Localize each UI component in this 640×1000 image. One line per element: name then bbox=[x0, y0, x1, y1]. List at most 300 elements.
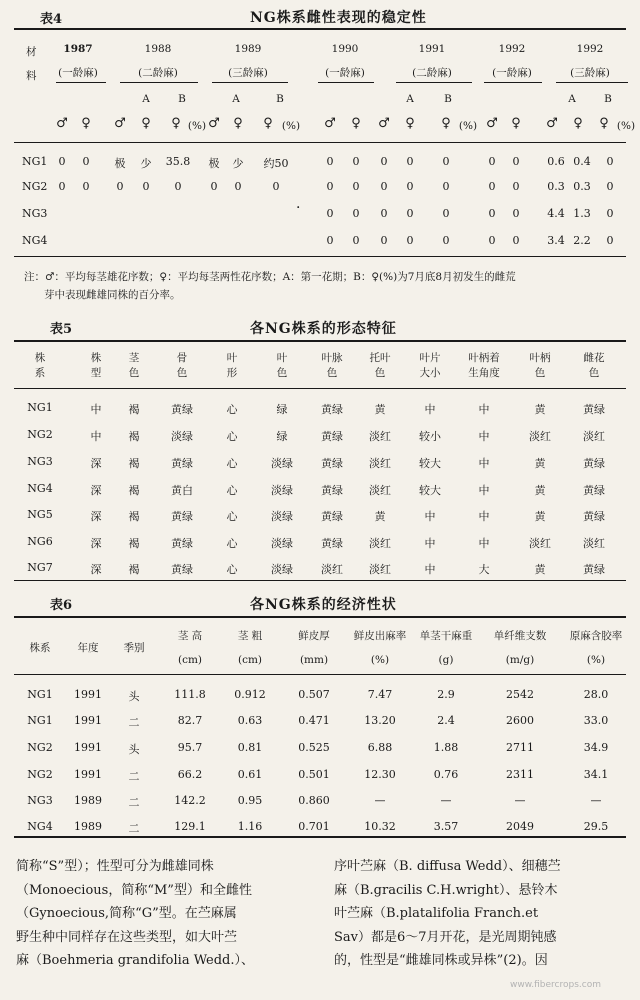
year-1990: 1990 bbox=[331, 43, 359, 55]
year-1988-age: (二龄麻) bbox=[138, 67, 178, 79]
table6-cell: 0.912 bbox=[234, 688, 266, 701]
table5-cell: 深 bbox=[90, 484, 102, 497]
table6-header: 茎 高 bbox=[177, 630, 203, 642]
table6-cell: 1991 bbox=[74, 714, 102, 727]
table6-cell: 2049 bbox=[506, 820, 534, 833]
table5-cell: 褐 bbox=[128, 484, 140, 497]
table5-cell: 淡绿 bbox=[271, 537, 293, 550]
male-symbol-icon: ♂ bbox=[324, 116, 336, 131]
year-1987-age: (一龄麻) bbox=[58, 67, 98, 79]
table5-cell: 心 bbox=[226, 484, 238, 497]
table5-header: 叶 bbox=[226, 352, 238, 364]
table4-cell: 0 bbox=[326, 180, 334, 193]
table4-cell: 少 bbox=[232, 157, 244, 170]
percent-header: (%) bbox=[187, 120, 207, 132]
table5-cell: 较小 bbox=[419, 430, 441, 443]
table5-cell: 淡红 bbox=[529, 537, 551, 550]
table5-cell: 黄绿 bbox=[321, 484, 343, 497]
table6-cell: 0.63 bbox=[237, 714, 263, 727]
table5-cell: 淡绿 bbox=[171, 430, 193, 443]
table5-header: 叶脉 bbox=[321, 352, 343, 364]
table5-cell: 淡绿 bbox=[271, 563, 293, 576]
table5-cell: 较大 bbox=[419, 484, 441, 497]
table4-cell: 0 bbox=[58, 155, 66, 168]
table5-cell: 淡红 bbox=[583, 430, 605, 443]
table6-cell: 二 bbox=[128, 822, 140, 835]
table6-cell: 34.9 bbox=[583, 741, 609, 754]
table4-title: NG株系雌性表现的稳定性 bbox=[250, 10, 427, 26]
table6-header: 鲜皮出麻率 bbox=[353, 630, 407, 642]
table6-cell: 33.0 bbox=[583, 714, 609, 727]
year-1989-age: (三龄麻) bbox=[228, 67, 268, 79]
table5-cell: 黄绿 bbox=[321, 430, 343, 443]
table5-cell: 黄 bbox=[374, 510, 386, 523]
table6-cell: 二 bbox=[128, 796, 140, 809]
table5-cell: 大 bbox=[478, 563, 490, 576]
table4-cell: 0 bbox=[406, 207, 414, 220]
table4-cell: 极 bbox=[208, 157, 220, 170]
year-1991: 1991 bbox=[418, 43, 446, 55]
table4-cell: 0 bbox=[442, 180, 450, 193]
table4-cell: 0 bbox=[606, 180, 614, 193]
female-symbol-icon: ♀ bbox=[141, 116, 151, 131]
table5-cell: 中 bbox=[424, 510, 436, 523]
row-label: NG1 bbox=[27, 688, 53, 701]
mark-a-1991: A bbox=[406, 93, 414, 105]
table5-cell: 黄绿 bbox=[321, 537, 343, 550]
table4-header-rule bbox=[14, 142, 626, 143]
table6-cell: 头 bbox=[128, 743, 140, 756]
watermark: www.fibercrops.com bbox=[510, 980, 601, 990]
table6-cell: 3.57 bbox=[433, 820, 459, 833]
body-left-line: 简称“S”型）；性型可分为雌雄同株 bbox=[16, 859, 214, 874]
table6-cell: — bbox=[374, 794, 386, 807]
table4-cell: 0 bbox=[174, 180, 182, 193]
table4-cell: 0 bbox=[488, 180, 496, 193]
table5-cell: 淡红 bbox=[369, 430, 391, 443]
table4-cell: 0 bbox=[82, 155, 90, 168]
table6-header-unit: (m/g) bbox=[505, 654, 535, 666]
table4-cell: 0 bbox=[406, 180, 414, 193]
table5-cell: 黄 bbox=[534, 563, 546, 576]
year-1988: 1988 bbox=[144, 43, 172, 55]
table4-cell: 少 bbox=[140, 157, 152, 170]
table4-cell: 0 bbox=[272, 180, 280, 193]
row-label: NG2 bbox=[27, 428, 53, 441]
year-1992a: 1992 bbox=[498, 43, 526, 55]
table5-header: 骨 bbox=[176, 352, 188, 364]
table6-cell: 2311 bbox=[506, 768, 534, 781]
table5-cell: 黄 bbox=[374, 403, 386, 416]
table6-header-unit: (%) bbox=[586, 654, 606, 666]
table4-cell: 0 bbox=[352, 155, 360, 168]
table6-header: 单纤维支数 bbox=[493, 630, 547, 642]
table6-cell: 29.5 bbox=[583, 820, 609, 833]
table6-cell: 1991 bbox=[74, 741, 102, 754]
table6-title: 各NG株系的经济性状 bbox=[250, 597, 397, 613]
table5-cell: 中 bbox=[424, 403, 436, 416]
table4-label: 表4 bbox=[40, 12, 63, 27]
year-1992a-age: (一龄麻) bbox=[492, 67, 532, 79]
female-symbol-icon: ♀ bbox=[573, 116, 583, 131]
female-symbol-icon: ♀ bbox=[171, 116, 181, 131]
table6-cell: 6.88 bbox=[367, 741, 393, 754]
table5-header: 型 bbox=[90, 367, 102, 379]
table5-cell: 褐 bbox=[128, 537, 140, 550]
table5-cell: 淡绿 bbox=[271, 484, 293, 497]
table6-cell: 二 bbox=[128, 716, 140, 729]
percent-header: (%) bbox=[458, 120, 478, 132]
table6-header: 单茎干麻重 bbox=[419, 630, 473, 642]
table6-cell: 7.47 bbox=[367, 688, 393, 701]
table4-cell: 0 bbox=[82, 180, 90, 193]
table6-cell: 66.2 bbox=[177, 768, 203, 781]
table5-cell: 黄绿 bbox=[171, 457, 193, 470]
table6-label: 表6 bbox=[50, 598, 73, 613]
body-left-line: 麻（Boehmeria grandifolia Wedd.）、 bbox=[16, 953, 254, 968]
table6-header: 年度 bbox=[77, 642, 99, 654]
table4-cell: 0 bbox=[606, 155, 614, 168]
table5-header: 叶柄着 bbox=[468, 352, 500, 364]
year-1987: 1987 bbox=[63, 43, 93, 55]
table6-cell: 0.507 bbox=[298, 688, 330, 701]
body-right-line: 序叶苎麻（B. diffusa Wedd）、细穗苎 bbox=[334, 859, 561, 874]
table6-header: 株系 bbox=[29, 642, 51, 654]
table6-cell: 0.701 bbox=[298, 820, 330, 833]
table5-header: 叶柄 bbox=[529, 352, 551, 364]
table6-cell: 1.88 bbox=[433, 741, 459, 754]
row-label: NG5 bbox=[27, 508, 53, 521]
table6-cell: 1989 bbox=[74, 820, 102, 833]
table4-stray-dot: · bbox=[296, 200, 301, 216]
table6-header: 季别 bbox=[123, 642, 145, 654]
table5-cell: 中 bbox=[478, 430, 490, 443]
table5-cell: 褐 bbox=[128, 403, 140, 416]
table5-cell: 黄 bbox=[534, 484, 546, 497]
table5-cell: 中 bbox=[478, 457, 490, 470]
row-label: NG1 bbox=[22, 155, 48, 168]
table6-cell: 2600 bbox=[506, 714, 534, 727]
table4-cell: 0 bbox=[352, 180, 360, 193]
table5-cell: 淡红 bbox=[369, 484, 391, 497]
table6-header-unit: (cm) bbox=[177, 654, 203, 666]
table5-cell: 中 bbox=[424, 563, 436, 576]
table5-cell: 淡红 bbox=[529, 430, 551, 443]
table4-cell: 约50 bbox=[263, 157, 289, 170]
table4-cell: 0 bbox=[380, 207, 388, 220]
table5-header: 株 bbox=[90, 352, 102, 364]
table6-cell: 13.20 bbox=[364, 714, 396, 727]
table4-cell: 0 bbox=[210, 180, 218, 193]
table5-header: 色 bbox=[276, 367, 288, 379]
table4-cell: 0 bbox=[326, 207, 334, 220]
table6-header-unit: (%) bbox=[370, 654, 390, 666]
body-left-line: （Gynoecious,简称“G”型。在苎麻属 bbox=[16, 906, 237, 921]
body-right-line: 的，性型是“雌雄同株或异株”(2)。因 bbox=[334, 953, 548, 968]
table6-cell: 0.95 bbox=[237, 794, 263, 807]
table5-cell: 心 bbox=[226, 403, 238, 416]
table5-cell: 黄绿 bbox=[583, 510, 605, 523]
table4-cell: 0 bbox=[326, 234, 334, 247]
table4-cell: 0.6 bbox=[547, 155, 565, 168]
female-symbol-icon: ♀ bbox=[351, 116, 361, 131]
table6-cell: 0.860 bbox=[298, 794, 330, 807]
table4-cell: 0 bbox=[512, 207, 520, 220]
table5-header: 叶片 bbox=[419, 352, 441, 364]
table6-header-unit: (g) bbox=[438, 654, 454, 666]
table5-cell: 黄 bbox=[534, 457, 546, 470]
table5-header: 色 bbox=[326, 367, 338, 379]
mark-b-1988: B bbox=[178, 93, 186, 105]
table4-cell: 0 bbox=[380, 155, 388, 168]
table5-header: 形 bbox=[226, 367, 238, 379]
row-label: NG6 bbox=[27, 535, 53, 548]
table5-header: 色 bbox=[534, 367, 546, 379]
table6-cell: 82.7 bbox=[177, 714, 203, 727]
table5-header-rule bbox=[14, 388, 626, 389]
row-label: NG2 bbox=[27, 741, 53, 754]
table5-cell: 中 bbox=[478, 537, 490, 550]
table5-cell: 淡绿 bbox=[271, 457, 293, 470]
table5-cell: 黄 bbox=[534, 510, 546, 523]
female-symbol-icon: ♀ bbox=[599, 116, 609, 131]
table4-cell: 4.4 bbox=[547, 207, 565, 220]
table4-cell: 0 bbox=[234, 180, 242, 193]
table5-top-rule bbox=[14, 340, 626, 342]
row-label: NG2 bbox=[22, 180, 48, 193]
table4-cell: 1.3 bbox=[573, 207, 591, 220]
table6-cell: 0.61 bbox=[237, 768, 263, 781]
body-right-line: Sav）都是6～7月开花，是光周期钝感 bbox=[334, 929, 557, 945]
table5-cell: 中 bbox=[478, 403, 490, 416]
table6-cell: — bbox=[590, 794, 602, 807]
table4-cell: 0.3 bbox=[547, 180, 565, 193]
table5-header: 色 bbox=[176, 367, 188, 379]
table5-cell: 黄绿 bbox=[171, 563, 193, 576]
table6-cell: 0.525 bbox=[298, 741, 330, 754]
table4-cell: 0 bbox=[326, 155, 334, 168]
table6-cell: 1.16 bbox=[237, 820, 263, 833]
table6-header: 茎 粗 bbox=[237, 630, 263, 642]
table6-bottom-rule bbox=[14, 836, 626, 838]
table4-cell: 0 bbox=[116, 180, 124, 193]
table4-cell: 0 bbox=[442, 234, 450, 247]
table6-header-unit: (cm) bbox=[237, 654, 263, 666]
table6-cell: 95.7 bbox=[177, 741, 203, 754]
mark-b-1991: B bbox=[444, 93, 452, 105]
row-label: NG2 bbox=[27, 768, 53, 781]
table5-cell: 深 bbox=[90, 510, 102, 523]
table4-cell: 0 bbox=[488, 234, 496, 247]
table4-cell: 0 bbox=[352, 234, 360, 247]
mark-a-1988: A bbox=[142, 93, 150, 105]
table6-cell: 2711 bbox=[506, 741, 534, 754]
table5-cell: 心 bbox=[226, 457, 238, 470]
table4-cell: 0 bbox=[512, 180, 520, 193]
row-label: NG3 bbox=[27, 455, 53, 468]
row-label: NG7 bbox=[27, 561, 53, 574]
table5-header: 大小 bbox=[419, 367, 441, 379]
row-label: NG1 bbox=[27, 401, 53, 414]
mark-a-1992: A bbox=[568, 93, 576, 105]
table5-bottom-rule bbox=[14, 580, 626, 581]
row-label: NG3 bbox=[27, 794, 53, 807]
table5-cell: 中 bbox=[478, 484, 490, 497]
table5-cell: 褐 bbox=[128, 430, 140, 443]
table6-cell: — bbox=[440, 794, 452, 807]
table5-cell: 中 bbox=[424, 537, 436, 550]
table5-cell: 绿 bbox=[276, 430, 288, 443]
row-label: NG4 bbox=[27, 482, 53, 495]
table5-cell: 心 bbox=[226, 430, 238, 443]
table5-cell: 深 bbox=[90, 457, 102, 470]
body-right-line: 麻（B.gracilis C.H.wright）、悬铃木 bbox=[334, 882, 558, 898]
table4-cell: 0 bbox=[512, 234, 520, 247]
table6-cell: 34.1 bbox=[583, 768, 609, 781]
row-label: NG4 bbox=[27, 820, 53, 833]
table5-cell: 黄绿 bbox=[321, 510, 343, 523]
table6-cell: 2542 bbox=[506, 688, 534, 701]
male-symbol-icon: ♂ bbox=[208, 116, 220, 131]
table5-header: 色 bbox=[588, 367, 600, 379]
table5-header: 株 bbox=[34, 352, 46, 364]
table6-cell: 129.1 bbox=[174, 820, 206, 833]
year-1989: 1989 bbox=[234, 43, 262, 55]
table4-cell: 0 bbox=[380, 180, 388, 193]
table4-cell: 0.4 bbox=[573, 155, 591, 168]
table5-cell: 褐 bbox=[128, 563, 140, 576]
table4-cell: 0 bbox=[442, 155, 450, 168]
mark-a-1989: A bbox=[232, 93, 240, 105]
table6-cell: 10.32 bbox=[364, 820, 396, 833]
table4-cell: 0 bbox=[352, 207, 360, 220]
row-label: NG1 bbox=[27, 714, 53, 727]
table5-header: 雌花 bbox=[583, 352, 605, 364]
table4-cell: 2.2 bbox=[573, 234, 591, 247]
table4-cell: 0 bbox=[406, 234, 414, 247]
table5-header: 生角度 bbox=[468, 367, 500, 379]
table5-cell: 中 bbox=[478, 510, 490, 523]
table5-cell: 黄白 bbox=[171, 484, 193, 497]
table5-cell: 心 bbox=[226, 563, 238, 576]
table6-top-rule bbox=[14, 616, 626, 618]
table4-cell: 0 bbox=[606, 207, 614, 220]
year-1990-age: (一龄麻) bbox=[325, 67, 365, 79]
table5-cell: 心 bbox=[226, 510, 238, 523]
table5-header: 托叶 bbox=[369, 352, 391, 364]
table6-cell: — bbox=[514, 794, 526, 807]
table5-cell: 黄绿 bbox=[321, 457, 343, 470]
table5-cell: 深 bbox=[90, 563, 102, 576]
table6-header-rule bbox=[14, 674, 626, 675]
table4-note bbox=[24, 268, 634, 304]
year-1992b-age: (三龄麻) bbox=[570, 67, 610, 79]
table4-cell: 0 bbox=[380, 234, 388, 247]
table6-cell: 2.9 bbox=[437, 688, 455, 701]
table5-cell: 中 bbox=[90, 403, 102, 416]
female-symbol-icon: ♀ bbox=[263, 116, 273, 131]
table5-cell: 较大 bbox=[419, 457, 441, 470]
table5-header: 茎 bbox=[128, 352, 140, 364]
table4-cell: 0 bbox=[142, 180, 150, 193]
table5-cell: 黄绿 bbox=[583, 563, 605, 576]
table6-cell: 二 bbox=[128, 770, 140, 783]
table5-cell: 褐 bbox=[128, 510, 140, 523]
table5-cell: 绿 bbox=[276, 403, 288, 416]
table4-note-line2: 芽中表现雌雄同株的百分率。 bbox=[44, 289, 181, 301]
female-symbol-icon: ♀ bbox=[233, 116, 243, 131]
table5-header: 系 bbox=[34, 367, 46, 379]
table4-cell: 0 bbox=[606, 234, 614, 247]
table4-cell: 0.3 bbox=[573, 180, 591, 193]
female-symbol-icon: ♀ bbox=[511, 116, 521, 131]
table4-rowhead-top: 材 bbox=[26, 46, 37, 58]
table6-cell: 142.2 bbox=[174, 794, 206, 807]
body-right-line: 叶苎麻（B.platalifolia Franch.et bbox=[334, 906, 539, 921]
female-symbol-icon: ♀ bbox=[405, 116, 415, 131]
table6-cell: 1991 bbox=[74, 688, 102, 701]
body-text-left bbox=[16, 855, 326, 973]
year-1992b: 1992 bbox=[576, 43, 604, 55]
year-1991-age: (二龄麻) bbox=[412, 67, 452, 79]
table5-header: 色 bbox=[128, 367, 140, 379]
table5-cell: 淡绿 bbox=[271, 510, 293, 523]
table4-cell: 0 bbox=[406, 155, 414, 168]
row-label: NG3 bbox=[22, 207, 48, 220]
table6-cell: 0.501 bbox=[298, 768, 330, 781]
table6-cell: 1991 bbox=[74, 768, 102, 781]
table6-header: 鲜皮厚 bbox=[298, 630, 330, 642]
table6-cell: 1989 bbox=[74, 794, 102, 807]
mark-b-1992: B bbox=[604, 93, 612, 105]
table5-cell: 淡红 bbox=[583, 537, 605, 550]
table4-cell: 35.8 bbox=[165, 155, 191, 168]
male-symbol-icon: ♂ bbox=[56, 116, 68, 131]
table5-cell: 黄绿 bbox=[171, 537, 193, 550]
table5-cell: 深 bbox=[90, 537, 102, 550]
male-symbol-icon: ♂ bbox=[378, 116, 390, 131]
table5-cell: 黄绿 bbox=[171, 510, 193, 523]
table6-cell: 0.76 bbox=[433, 768, 459, 781]
table4-bottom-rule bbox=[14, 256, 626, 257]
table5-cell: 黄 bbox=[534, 403, 546, 416]
table5-cell: 黄绿 bbox=[321, 403, 343, 416]
table5-cell: 心 bbox=[226, 537, 238, 550]
table5-cell: 淡红 bbox=[369, 457, 391, 470]
table5-header: 叶 bbox=[276, 352, 288, 364]
male-symbol-icon: ♂ bbox=[546, 116, 558, 131]
table5-title: 各NG株系的形态特征 bbox=[250, 321, 397, 337]
table6-cell: 头 bbox=[128, 690, 140, 703]
table4-note-line1: 注：♂：平均每茎雄花序数；♀：平均每茎两性花序数；A：第一花期；B：♀(%)为7月底8月初发生的雌荒 bbox=[24, 271, 516, 283]
table5-cell: 淡红 bbox=[369, 537, 391, 550]
row-label: NG4 bbox=[22, 234, 48, 247]
table6-header-unit: (mm) bbox=[299, 654, 329, 666]
female-symbol-icon: ♀ bbox=[81, 116, 91, 131]
table5-cell: 中 bbox=[90, 430, 102, 443]
table5-cell: 淡红 bbox=[321, 563, 343, 576]
table5-label: 表5 bbox=[50, 322, 73, 337]
table6-cell: 2.4 bbox=[437, 714, 455, 727]
table4-cell: 0 bbox=[512, 155, 520, 168]
table4-cell: 0 bbox=[488, 207, 496, 220]
body-left-line: 野生种中同样存在这些类型，如大叶苎 bbox=[16, 929, 238, 945]
table6-cell: 0.81 bbox=[237, 741, 263, 754]
table6-cell: 111.8 bbox=[174, 688, 206, 701]
percent-header: (%) bbox=[281, 120, 301, 132]
mark-b-1989: B bbox=[276, 93, 284, 105]
table4-body bbox=[0, 0, 640, 260]
